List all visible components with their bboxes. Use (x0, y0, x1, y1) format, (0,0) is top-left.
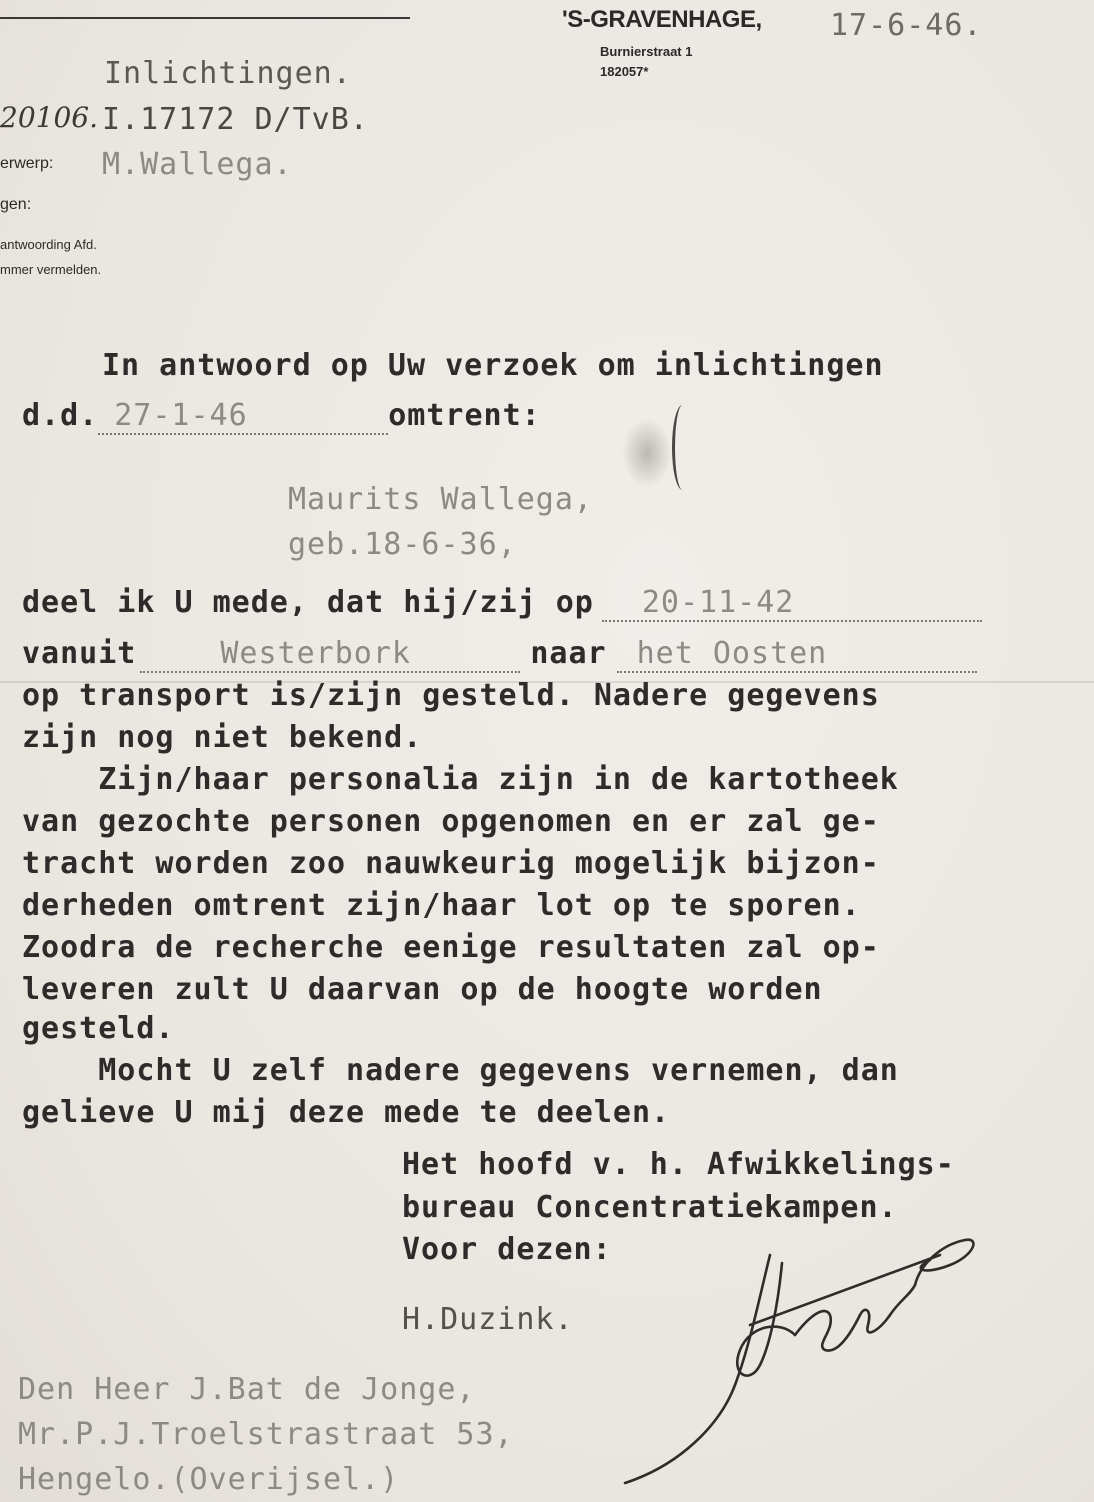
body-line: gesteld. (22, 1011, 175, 1046)
attachments-label: gen: (0, 196, 32, 213)
department-label: Inlichtingen. (104, 56, 352, 91)
letterhead-date: 17-6-46. (830, 8, 983, 43)
vanuit-label: vanuit (22, 636, 137, 671)
body-line: zijn nog niet bekend. (22, 720, 423, 755)
person-birth: geb.18-6-36, (288, 527, 517, 562)
transport-date-field (602, 585, 982, 622)
closing-line1: Het hoofd v. h. Afwikkelings- (402, 1147, 955, 1182)
intro-line: In antwoord op Uw verzoek om inlichtingen (102, 348, 884, 383)
body-line: derheden omtrent zijn/haar lot op te sporen. (22, 888, 861, 923)
subject-value: M.Wallega. (102, 147, 293, 182)
deel-label: deel ik U mede, dat hij/zij op (22, 585, 594, 620)
addressee-street: Mr.P.J.Troelstrastraat 53, (18, 1417, 514, 1452)
reply-note-line1: antwoording Afd. (0, 237, 97, 252)
body-line: Zijn/haar personalia zijn in de kartotheek (22, 762, 899, 797)
handwritten-number: 20106. (0, 101, 98, 134)
body-line: Zoodra de recherche eenige resultaten zal op- (22, 930, 880, 965)
route-line (22, 636, 977, 673)
request-date-value: 27-1-46 (114, 398, 248, 433)
person-name: Maurits Wallega, (288, 482, 593, 517)
letterhead-street: Burnierstraat 1 (600, 44, 693, 59)
transport-date-line (22, 585, 982, 622)
reply-note-line2: mmer vermelden. (0, 262, 102, 277)
addressee-city: Hengelo.(Overijsel.) (18, 1462, 400, 1497)
from-place-value: Westerbork (220, 636, 411, 671)
body-line: gelieve U mij deze mede te deelen. (22, 1095, 671, 1130)
signer-name: H.Duzink. (402, 1302, 574, 1337)
reference-number: I.17172 D/TvB. (102, 102, 369, 137)
ink-bracket-mark (672, 405, 693, 490)
omtrent-label: omtrent: (388, 398, 541, 433)
naar-label: naar (530, 636, 607, 671)
handwritten-signature (610, 1215, 990, 1500)
ink-smudge (622, 418, 672, 488)
body-line: van gezochte personen opgenomen en er zal ge- (22, 804, 880, 839)
to-place-value: het Oosten (636, 636, 828, 671)
body-line: Mocht U zelf nadere gegevens vernemen, dan (22, 1053, 899, 1088)
addressee-name: Den Heer J.Bat de Jonge, (18, 1372, 476, 1407)
closing-line3: Voor dezen: (402, 1232, 612, 1267)
subject-label: erwerp: (0, 155, 54, 172)
to-place-field (617, 636, 977, 673)
body-line: leveren zult U daarvan op de hoogte worden (22, 972, 823, 1007)
letterhead-phone: 182057* (600, 64, 649, 79)
header-rule (0, 17, 410, 19)
letterhead-city: 'S-GRAVENHAGE, (562, 6, 762, 33)
request-date-field (98, 398, 388, 435)
closing-line2: bureau Concentratiekampen. (402, 1190, 898, 1225)
request-date-line (22, 398, 541, 435)
from-place-field (140, 636, 520, 673)
body-line: tracht worden zoo nauwkeurig mogelijk bijzon- (22, 846, 880, 881)
dd-label: d.d. (22, 398, 99, 433)
body-line: op transport is/zijn gesteld. Nadere gegevens (22, 678, 880, 713)
transport-date-value: 20-11-42 (641, 585, 795, 620)
